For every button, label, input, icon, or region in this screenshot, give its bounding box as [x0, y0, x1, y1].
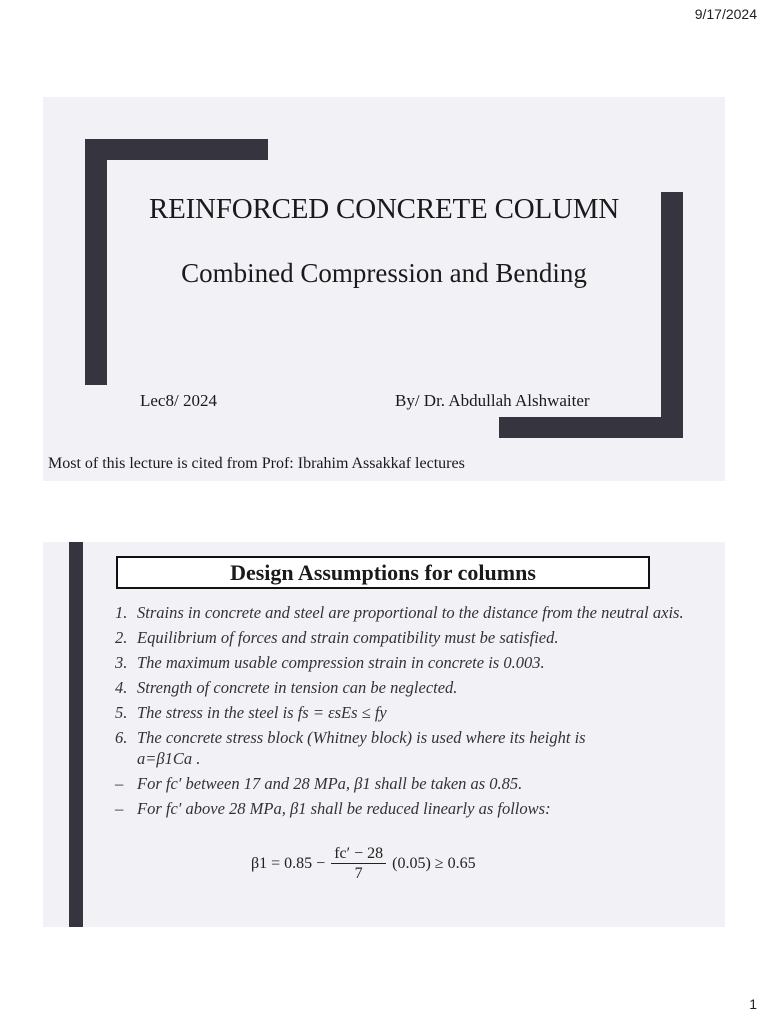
- list-item-text: Strength of concrete in tension can be neglected.: [137, 678, 458, 697]
- frame-bar-top: [85, 139, 268, 160]
- citation-note: Most of this lecture is cited from Prof: Ibrahim Assakkaf lectures: [48, 455, 465, 472]
- page-number: 1: [749, 996, 757, 1012]
- slide-subtitle: Combined Compression and Bending: [181, 258, 587, 288]
- list-item: [115, 677, 695, 698]
- equation-numerator: fc′ − 28: [331, 844, 386, 864]
- list-item-text-prefix: The stress in the steel is: [137, 703, 298, 722]
- accent-bar-left: [69, 542, 83, 927]
- author-label: By/ Dr. Abdullah Alshwaiter: [395, 391, 590, 410]
- list-item: [115, 602, 695, 623]
- list-item: [115, 627, 695, 648]
- equation-denominator: 7: [354, 865, 363, 882]
- list-item: [115, 798, 695, 819]
- slide-heading: Design Assumptions for columns: [116, 556, 650, 589]
- list-marker: 3.: [115, 653, 128, 672]
- assumptions-slide: [43, 542, 725, 927]
- lecture-label: Lec8/ 2024: [140, 391, 217, 410]
- assumptions-list: [115, 602, 695, 823]
- list-item-text: For fc′ between 17 and 28 MPa, β1 shall be taken as 0.85.: [137, 774, 523, 793]
- list-item: [115, 652, 695, 673]
- list-item-text: The maximum usable compression strain in concrete is 0.003.: [137, 653, 545, 672]
- list-item-text-line2: a=β1Ca .: [137, 749, 201, 768]
- list-marker: –: [115, 774, 124, 793]
- list-item: [115, 702, 695, 723]
- list-marker: 5.: [115, 703, 128, 722]
- list-item: [115, 773, 695, 794]
- equation-lhs: β1 = 0.85 −: [251, 854, 326, 872]
- list-marker: 1.: [115, 603, 128, 622]
- slide-title: REINFORCED CONCRETE COLUMN: [148, 193, 620, 225]
- list-item-text: Strains in concrete and steel are proportional to the distance from the neutral axis.: [137, 603, 684, 622]
- list-marker: –: [115, 799, 124, 818]
- list-item-text: For fc′ above 28 MPa, β1 shall be reduced linearly as follows:: [137, 799, 551, 818]
- list-item-text: Equilibrium of forces and strain compatibility must be satisfied.: [137, 628, 559, 647]
- equation-fraction: [331, 844, 386, 883]
- list-item-text: [137, 727, 695, 769]
- steel-stress-formula: fs = εsEs ≤ fy: [297, 703, 387, 722]
- frame-bar-right: [661, 192, 683, 438]
- frame-bar-bottom: [499, 417, 683, 438]
- list-item-text: [137, 702, 695, 723]
- page-date: 9/17/2024: [694, 6, 757, 22]
- title-slide: [43, 97, 725, 481]
- equation-rhs: (0.05) ≥ 0.65: [392, 854, 476, 872]
- list-marker: 2.: [115, 628, 128, 647]
- list-item: [115, 727, 695, 769]
- beta1-equation: [251, 844, 476, 883]
- list-marker: 4.: [115, 678, 128, 697]
- list-item-text-line1: The concrete stress block (Whitney block) is used where its height is: [137, 728, 586, 747]
- list-marker: 6.: [115, 728, 128, 747]
